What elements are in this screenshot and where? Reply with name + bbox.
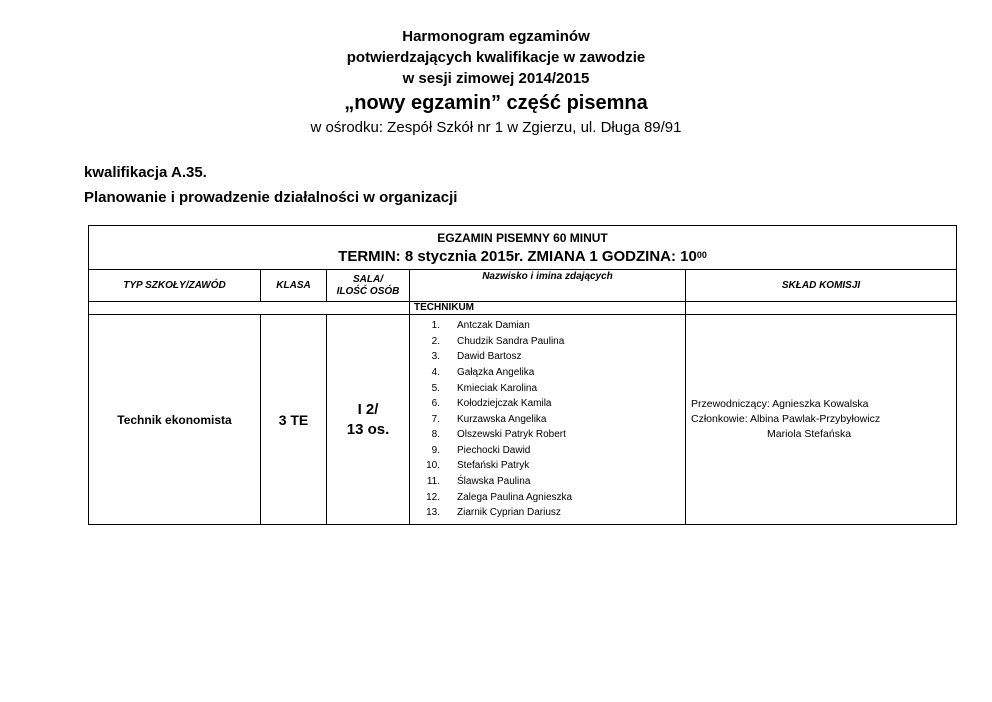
col-header-room <box>327 270 410 302</box>
list-item <box>410 458 685 474</box>
document-header <box>0 26 992 139</box>
section-row <box>89 302 957 315</box>
room-number: I 2/ <box>357 400 379 418</box>
table-row <box>89 315 957 525</box>
header-title-line-1: Harmonogram egzaminów <box>402 28 590 45</box>
column-headers <box>89 270 957 302</box>
schedule-table <box>88 225 957 525</box>
exam-term-text: TERMIN: 8 stycznia 2015r. ZMIANA 1 GODZINA: 10 <box>338 247 697 265</box>
candidate-number: 1. <box>431 320 440 332</box>
section-spacer-right <box>686 302 957 315</box>
list-item <box>410 443 685 459</box>
list-item <box>410 412 685 428</box>
candidate-name: Kołodziejczak Kamila <box>457 398 552 410</box>
candidate-name: Zalega Paulina Agnieszka <box>457 491 573 503</box>
list-item <box>410 396 685 412</box>
candidate-number: 3. <box>431 351 440 363</box>
list-item <box>410 318 685 334</box>
candidate-number: 9. <box>431 444 440 456</box>
list-item <box>410 474 685 490</box>
class-name: 3 TE <box>261 315 327 525</box>
candidate-name: Stefański Patryk <box>457 460 530 472</box>
section-spacer <box>89 302 410 315</box>
col-header-type: TYP SZKOŁY/ZAWÓD <box>89 270 261 302</box>
candidate-number: 7. <box>431 413 440 425</box>
list-item <box>410 349 685 365</box>
candidate-name: Piechocki Dawid <box>457 444 531 456</box>
candidate-number: 11. <box>426 476 440 488</box>
school-type-profession: Technik ekonomista <box>89 315 261 525</box>
qualification-name: Planowanie i prowadzenie działalności w organizacji <box>84 189 458 206</box>
candidate-name: Chudzik Sandra Paulina <box>457 335 565 347</box>
candidate-name: Antczak Damian <box>457 320 530 332</box>
candidate-number: 6. <box>431 398 440 410</box>
exam-info-cell <box>89 226 957 270</box>
candidate-name: Gałązka Angelika <box>457 366 535 378</box>
candidate-list <box>410 318 685 521</box>
candidate-name: Kurzawska Angelika <box>457 413 547 425</box>
col-header-room-line-1: SALA/ <box>353 273 383 285</box>
candidate-number: 10. <box>426 460 440 472</box>
candidate-name: Ślawska Paulina <box>457 476 531 488</box>
list-item <box>410 334 685 350</box>
list-item <box>410 505 685 521</box>
candidate-name: Ziarnik Cyprian Dariusz <box>457 507 561 519</box>
committee-cell <box>686 315 957 525</box>
candidate-name: Dawid Bartosz <box>457 351 522 363</box>
candidate-number: 8. <box>431 429 440 441</box>
committee-chair: Przewodniczący: Agnieszka Kowalska <box>691 398 869 410</box>
committee-members: Członkowie: Albina Pawlak-Przybyłowicz <box>691 413 881 425</box>
col-header-names: Nazwisko i imina zdających <box>410 270 686 302</box>
header-exam-center: w ośrodku: Zespół Szkół nr 1 w Zgierzu, ul. Długa 89/91 <box>310 119 682 136</box>
header-title-line-2: potwierdzających kwalifikacje w zawodzie <box>346 49 646 66</box>
candidate-list-cell <box>410 315 686 525</box>
candidate-number: 12. <box>426 491 440 503</box>
col-header-room-line-2: ILOŚĆ OSÓB <box>336 285 400 297</box>
room-and-count <box>327 315 410 525</box>
candidate-number: 13. <box>426 507 440 519</box>
exam-term <box>89 246 956 268</box>
candidate-name: Olszewski Patryk Robert <box>457 429 566 441</box>
candidate-count: 13 os. <box>346 420 390 438</box>
list-item <box>410 365 685 381</box>
exam-hour-minutes: 00 <box>696 249 707 260</box>
candidate-number: 5. <box>431 382 440 394</box>
list-item <box>410 490 685 506</box>
list-item <box>410 427 685 443</box>
committee-member-2: Mariola Stefańska <box>767 428 852 440</box>
col-header-committee: SKŁAD KOMISJI <box>686 270 957 302</box>
exam-duration: EGZAMIN PISEMNY 60 MINUT <box>437 230 608 245</box>
section-label: TECHNIKUM <box>410 302 686 315</box>
qualification-code: kwalifikacja A.35. <box>84 164 207 181</box>
candidate-name: Kmieciak Karolina <box>457 382 538 394</box>
list-item <box>410 381 685 397</box>
header-title-line-3: w sesji zimowej 2014/2015 <box>402 70 590 87</box>
candidate-number: 2. <box>431 335 440 347</box>
candidate-number: 4. <box>431 366 440 378</box>
header-title-line-4: „nowy egzamin” część pisemna <box>344 92 648 114</box>
col-header-class: KLASA <box>261 270 327 302</box>
